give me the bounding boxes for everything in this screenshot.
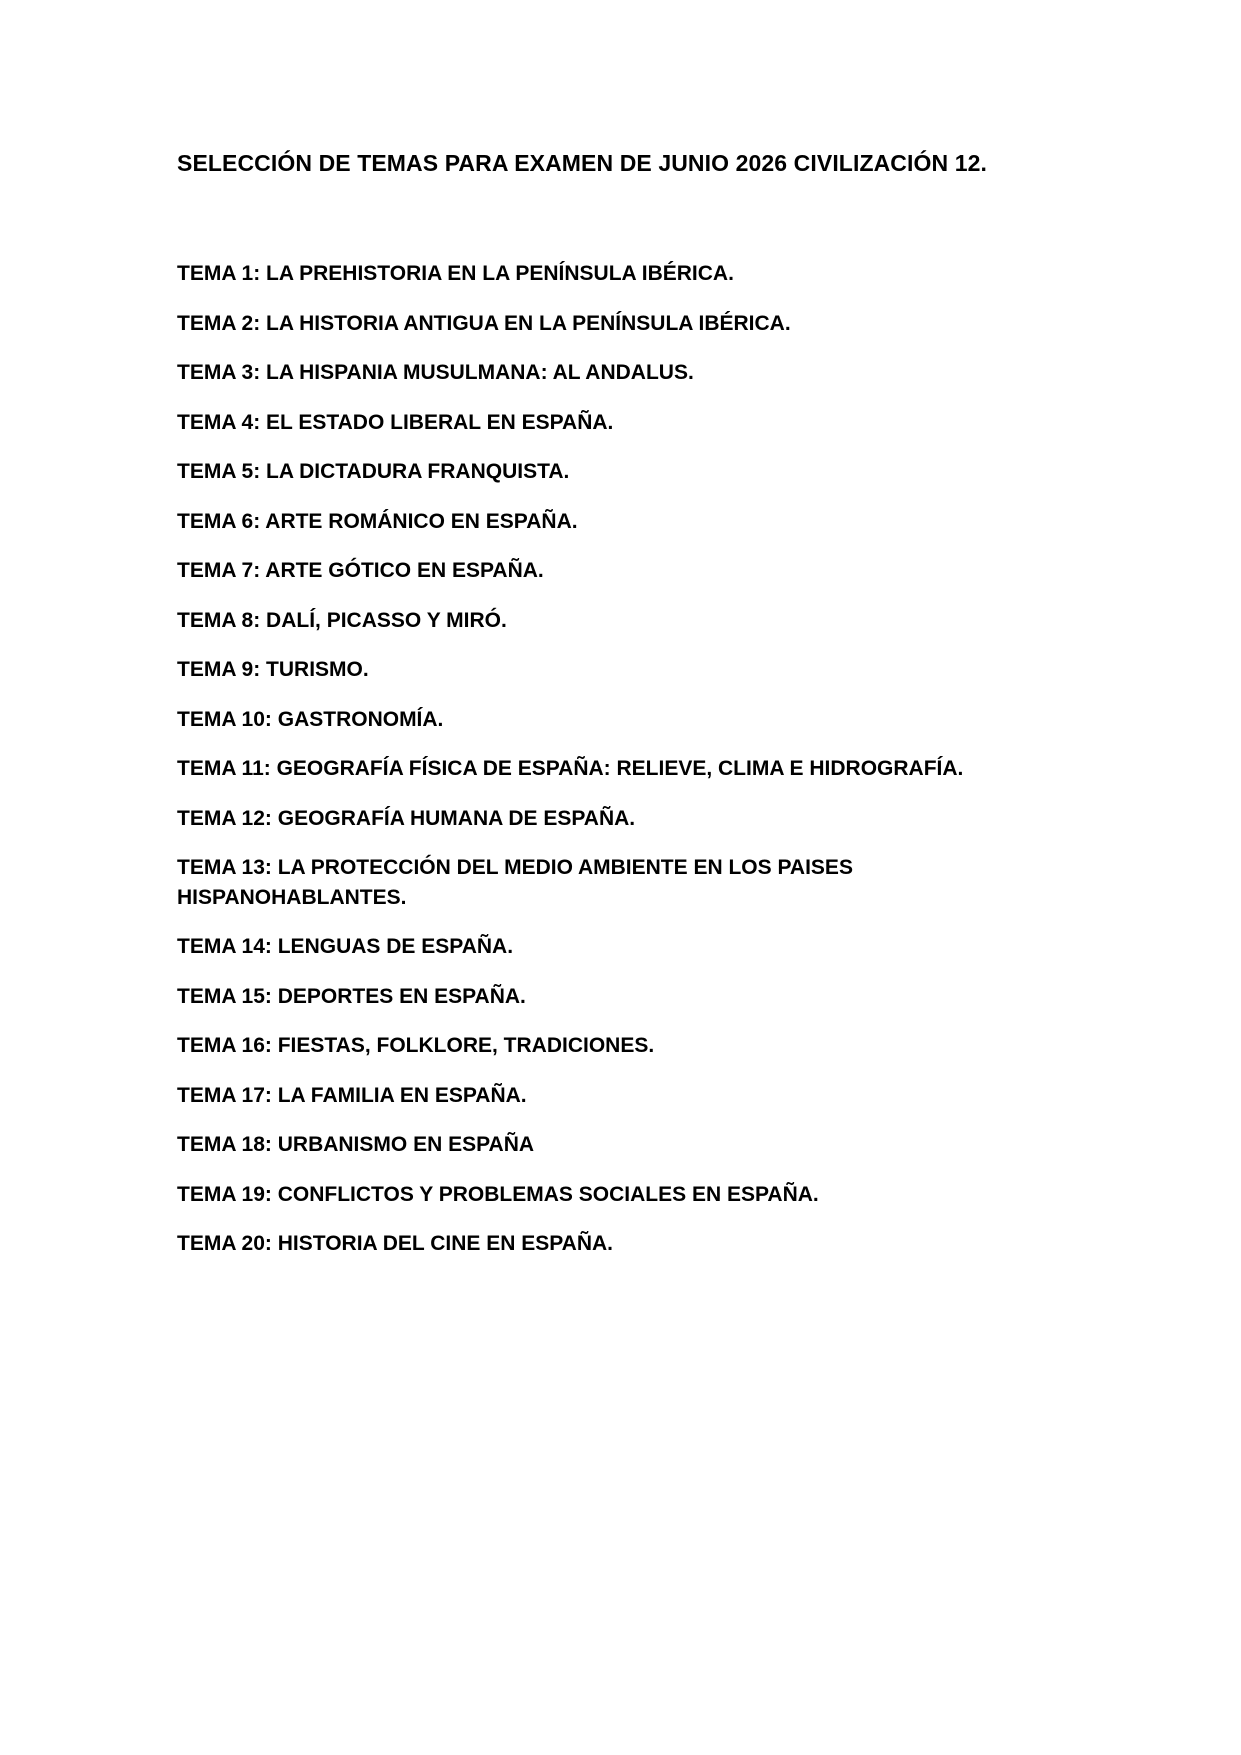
topic-item-6: TEMA 6: ARTE ROMÁNICO EN ESPAÑA.	[177, 509, 578, 533]
topic-item-20: TEMA 20: HISTORIA DEL CINE EN ESPAÑA.	[177, 1232, 614, 1255]
topic-item-11: TEMA 11: GEOGRAFÍA FÍSICA DE ESPAÑA: RELIEVE, CLIMA E HIDROGRAFÍA.	[177, 757, 964, 780]
topic-item-13: TEMA 13: LA PROTECCIÓN DEL MEDIO AMBIENTE EN LOS PAISES HISPANOHABLANTES.	[177, 856, 853, 909]
topic-item-15: TEMA 15: DEPORTES EN ESPAÑA.	[177, 984, 526, 1008]
topic-item-3: TEMA 3: LA HISPANIA MUSULMANA: AL ANDALUS.	[177, 361, 694, 384]
topic-item-5: TEMA 5: LA DICTADURA FRANQUISTA.	[177, 460, 570, 483]
topic-item-19: TEMA 19: CONFLICTOS Y PROBLEMAS SOCIALES EN ESPAÑA.	[177, 1182, 819, 1206]
topic-item-14: TEMA 14: LENGUAS DE ESPAÑA.	[177, 935, 514, 958]
topic-item-12: TEMA 12: GEOGRAFÍA HUMANA DE ESPAÑA.	[177, 806, 636, 830]
topic-item-1: TEMA 1: LA PREHISTORIA EN LA PENÍNSULA IBÉRICA.	[177, 262, 734, 285]
topic-item-4: TEMA 4: EL ESTADO LIBERAL EN ESPAÑA.	[177, 410, 614, 434]
topic-item-16: TEMA 16: FIESTAS, FOLKLORE, TRADICIONES.	[177, 1034, 655, 1057]
topic-item-8: TEMA 8: DALÍ, PICASSO Y MIRÓ.	[177, 608, 507, 632]
topic-item-18: TEMA 18: URBANISMO EN ESPAÑA	[177, 1133, 535, 1156]
topic-item-9: TEMA 9: TURISMO.	[177, 658, 369, 681]
document-title: SELECCIÓN DE TEMAS PARA EXAMEN DE JUNIO 2026 CIVILIZACIÓN 12.	[177, 150, 987, 176]
topic-item-17: TEMA 17: LA FAMILIA EN ESPAÑA.	[177, 1083, 527, 1107]
topic-item-7: TEMA 7: ARTE GÓTICO EN ESPAÑA.	[177, 559, 544, 582]
topic-item-2: TEMA 2: LA HISTORIA ANTIGUA EN LA PENÍNSULA IBÉRICA.	[177, 311, 791, 335]
topic-item-10: TEMA 10: GASTRONOMÍA.	[177, 707, 444, 731]
topic-list	[177, 259, 1077, 1279]
